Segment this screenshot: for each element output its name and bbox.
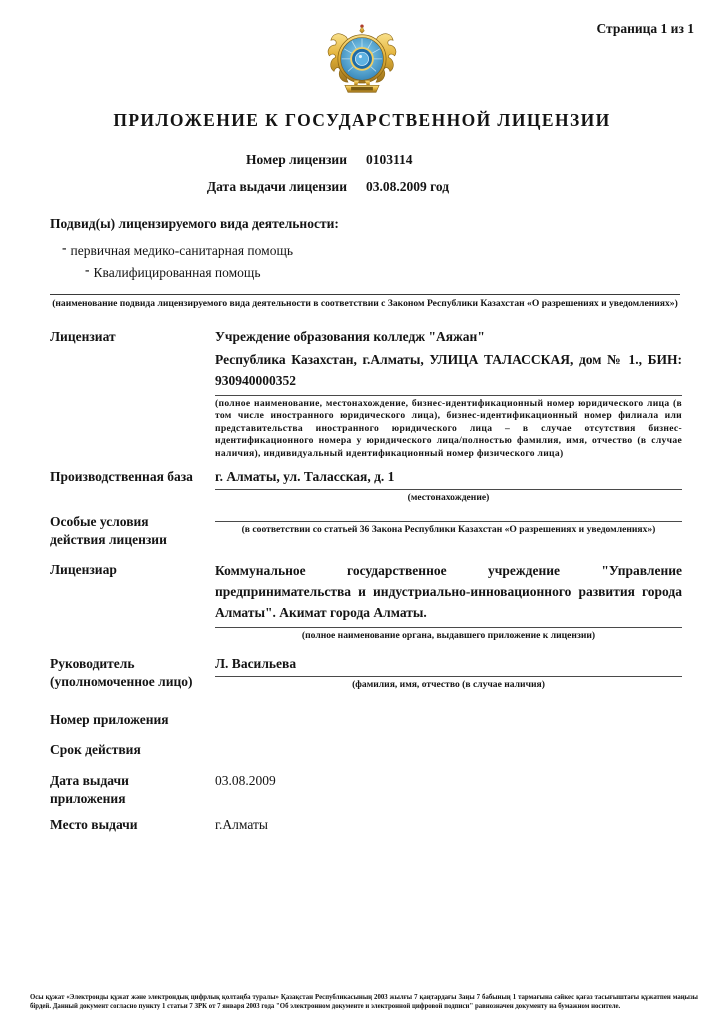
legal-footer: Осы құжат «Электронды құжат және электрондық цифрлық қолтаңба туралы» Қазақстан Республикасының 2003 жылғы 7 қаңтардағы Заңы 7 бабының 1 тармағына сәйкес қағаз тасығыштағы құжатпен маңызы бірдей. Данный документ согласно пункту 1 статьи 7 ЗРК от 7 января 2003 года "Об электронном документе и электронной цифровой подписи" равнозначен документу на бумажном носителе. <box>30 993 698 1011</box>
field-licensor <box>50 561 682 642</box>
subtypes-heading: Подвид(ы) лицензируемого вида деятельности: <box>50 216 339 232</box>
license-number-row <box>0 151 724 169</box>
field-special-conditions <box>50 513 682 549</box>
licensee-value <box>215 328 682 460</box>
page-indicator: Страница 1 из 1 <box>596 21 694 36</box>
licensor-label: Лицензиар <box>50 562 117 578</box>
licensee-name: Учреждение образования колледж "Аяжан" <box>215 328 485 344</box>
head-person-value: Л. Васильева <box>215 655 297 671</box>
attachment-issue-date-label: Дата выдачи приложения <box>50 772 129 806</box>
license-meta <box>0 151 724 196</box>
licensor-value-wrap <box>215 561 682 642</box>
divider <box>50 294 680 295</box>
dash-marker-icon: - <box>62 240 67 256</box>
licensee-caption: (полное наименование, местонахождение, бизнес-идентификационный номер юридического лица (в том числе иностранного юридического лица), бизнес-идентификационный номер филиала или представительства иностранного юридического лица – в случае отсутствия бизнес-идентификационного номера у юридического лица/полностью фамилия, имя, отчество (в случае наличия), индивидуальный идентификационный номер физического лица) <box>215 397 682 459</box>
license-issue-date-value: 03.08.2009 год <box>366 179 450 195</box>
head-person-value-wrap <box>215 655 682 692</box>
field-production-base <box>50 468 682 505</box>
subtype-item <box>50 261 680 282</box>
subtype-item-label: Квалифицированная помощь <box>93 264 261 280</box>
subtype-item <box>50 242 680 260</box>
production-base-value-wrap <box>215 468 682 505</box>
licensor-caption: (полное наименование органа, выдавшего приложение к лицензии) <box>301 630 596 642</box>
subtype-item-label: первичная медико-санитарная помощь <box>70 243 293 259</box>
licensee-address: Республика Казахстан, г.Алматы, УЛИЦА ТАЛАССКАЯ, дом № 1., БИН: 930940000352 <box>215 352 682 388</box>
special-conditions-label: Особые условия действия лицензии <box>50 513 167 548</box>
license-form <box>0 328 724 835</box>
head-person-label: Руководитель (уполномоченное лицо) <box>50 655 193 689</box>
special-conditions-caption: (в соответствии со статьей 36 Закона Республики Казахстан «О разрешениях и уведомлениях») <box>241 523 656 535</box>
field-validity <box>50 741 682 759</box>
divider <box>215 627 682 628</box>
head-person-caption: (фамилия, имя, отчество (в случае наличия) <box>352 678 545 690</box>
production-base-value: г. Алматы, ул. Таласская, д. 1 <box>215 469 395 485</box>
field-licensee <box>50 328 682 460</box>
field-issue-place <box>50 816 682 834</box>
divider <box>215 521 682 522</box>
field-attachment-issue-date <box>50 772 682 808</box>
activity-subtypes-section <box>0 216 724 309</box>
special-conditions-value-wrap <box>215 513 682 549</box>
license-number-value: 0103114 <box>366 152 413 167</box>
dash-marker-icon: - <box>85 261 90 277</box>
divider <box>215 676 682 677</box>
issue-place-label: Место выдачи <box>50 817 138 833</box>
issue-place-value: г.Алматы <box>215 817 268 833</box>
validity-value <box>215 741 682 759</box>
divider <box>215 395 682 396</box>
attachment-number-value <box>215 711 682 729</box>
field-attachment-number <box>50 711 682 729</box>
attachment-issue-date-value: 03.08.2009 <box>215 772 276 788</box>
divider <box>215 489 682 490</box>
production-base-caption: (местонахождение) <box>407 492 490 504</box>
licensee-label: Лицензиат <box>50 328 116 344</box>
license-issue-date-label: Дата выдачи лицензии <box>206 179 347 195</box>
document-title: ПРИЛОЖЕНИЕ К ГОСУДАРСТВЕННОЙ ЛИЦЕНЗИИ <box>113 110 611 130</box>
subtypes-caption: (наименование подвида лицензируемого вида деятельности в соответствии с Законом Республики Казахстан «О разрешениях и уведомлениях») <box>52 297 678 309</box>
production-base-label: Производственная база <box>50 469 193 485</box>
kazakhstan-emblem-icon <box>323 20 401 104</box>
licensor-value: Коммунальное государственное учреждение "Управление предпринимательства и индустриально-инновационного развития города Алматы". Акимат города Алматы. <box>215 563 682 621</box>
license-number-label: Номер лицензии <box>246 152 347 167</box>
field-head-person <box>50 655 682 692</box>
license-issue-date-row <box>0 178 724 196</box>
validity-label: Срок действия <box>50 742 141 758</box>
attachment-number-label: Номер приложения <box>50 712 169 728</box>
